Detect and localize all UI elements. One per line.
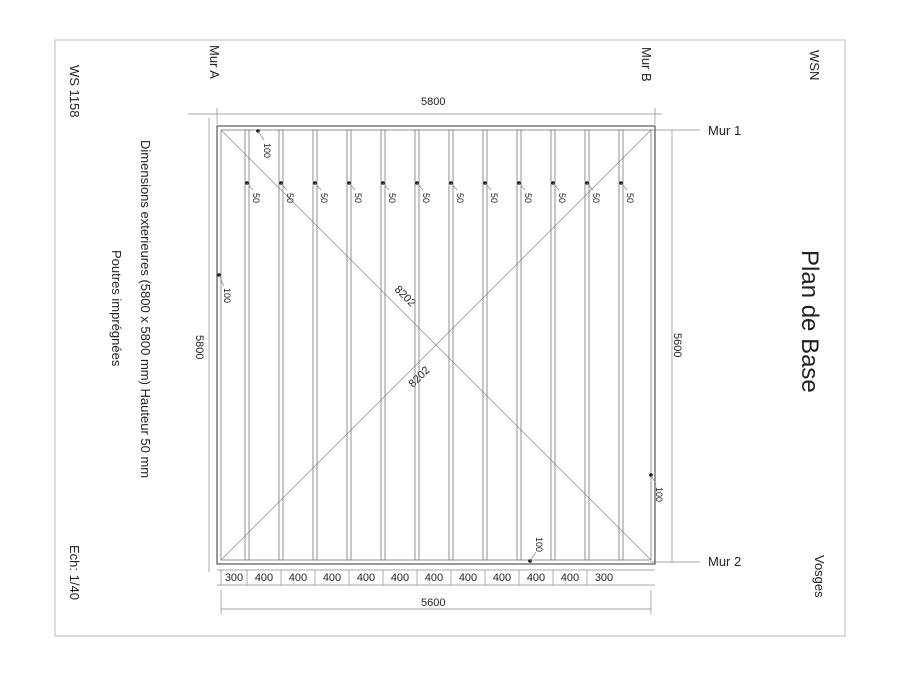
beam-width-leader [315,183,321,190]
drawing-code-right: WSN [807,50,822,81]
beam-width-label: 50 [557,193,567,204]
top-dimension-label: 5800 [421,96,446,108]
joist [585,130,589,560]
spacing-label: 400 [356,572,376,584]
beam-width-leader [451,183,457,190]
description-line-1: Dimensions exterieures (5800 x 5800 mm) Hauteur 50 mm [138,140,153,479]
beam-width-label: 50 [319,193,329,204]
annotation-bottom: 100 [534,537,544,553]
beam-width-label: 50 [353,193,363,204]
spacing-label: 300 [224,572,244,584]
beam-width-label: 50 [455,193,465,204]
beam-width-label: 50 [523,193,533,204]
joist [347,130,351,560]
beam-width-annotations [245,181,635,203]
plan-title: Plan de Base [796,250,823,393]
joist [245,130,249,560]
beam-width-label: 50 [591,193,601,204]
beam-width-leader [349,183,355,190]
spacing-label: 400 [526,572,546,584]
joist [551,130,555,560]
beam-width-label: 50 [251,193,261,204]
joist [279,130,283,560]
spacing-label: 400 [458,572,478,584]
beam-width-leader [281,183,287,190]
beam-width-leader [417,183,423,190]
spacing-label: 400 [424,572,444,584]
scale-label: Ech: 1/40 [67,545,82,600]
joist [483,130,487,560]
wall-a-label: Mur A [207,45,222,79]
spacing-label: 400 [492,572,512,584]
diagonal-2-label: 8202 [406,364,433,391]
beam-width-label: 50 [285,193,295,204]
beam-width-leader [621,183,627,190]
spacing-label: 400 [322,572,342,584]
diagonal-1-label: 8202 [391,283,418,310]
beam-width-leader [553,183,559,190]
annotation-top-left: 100 [262,143,272,159]
description-line-2: Poutres imprégnées [109,250,124,367]
beam-width-label: 50 [489,193,499,204]
joist [517,130,521,560]
joist [381,130,385,560]
joist [619,130,623,560]
wall-1-label: Mur 1 [708,123,742,138]
spacing-label: 300 [594,572,614,584]
spacing-label: 400 [560,572,580,584]
spacing-row [221,570,613,585]
spacing-label: 400 [390,572,410,584]
left-dimension-label: 5800 [193,335,205,360]
joist [313,130,317,560]
annotation-left: 100 [222,288,232,304]
beam-width-leader [383,183,389,190]
beam-width-leader [587,183,593,190]
drawing-code-left: WS 1158 [67,65,82,118]
joist [449,130,453,560]
wall-b-label: Mur B [639,47,654,82]
beam-width-label: 50 [625,193,635,204]
bottom-dimension-label: 5600 [421,597,446,609]
wall-2-label: Mur 2 [708,554,742,569]
spacing-label: 400 [254,572,274,584]
right-dimension-label: 5600 [671,333,683,358]
spacing-label: 400 [288,572,308,584]
beam-width-leader [485,183,491,190]
joist [415,130,419,560]
beam-width-leader [519,183,525,190]
annotation-leader-left [219,275,224,286]
annotation-leader-top-left [258,131,264,140]
beam-width-label: 50 [387,193,397,204]
region-label: Vosges [812,555,827,598]
annotation-right: 100 [654,487,664,503]
beam-width-label: 50 [421,193,431,204]
beam-width-leader [247,183,253,190]
